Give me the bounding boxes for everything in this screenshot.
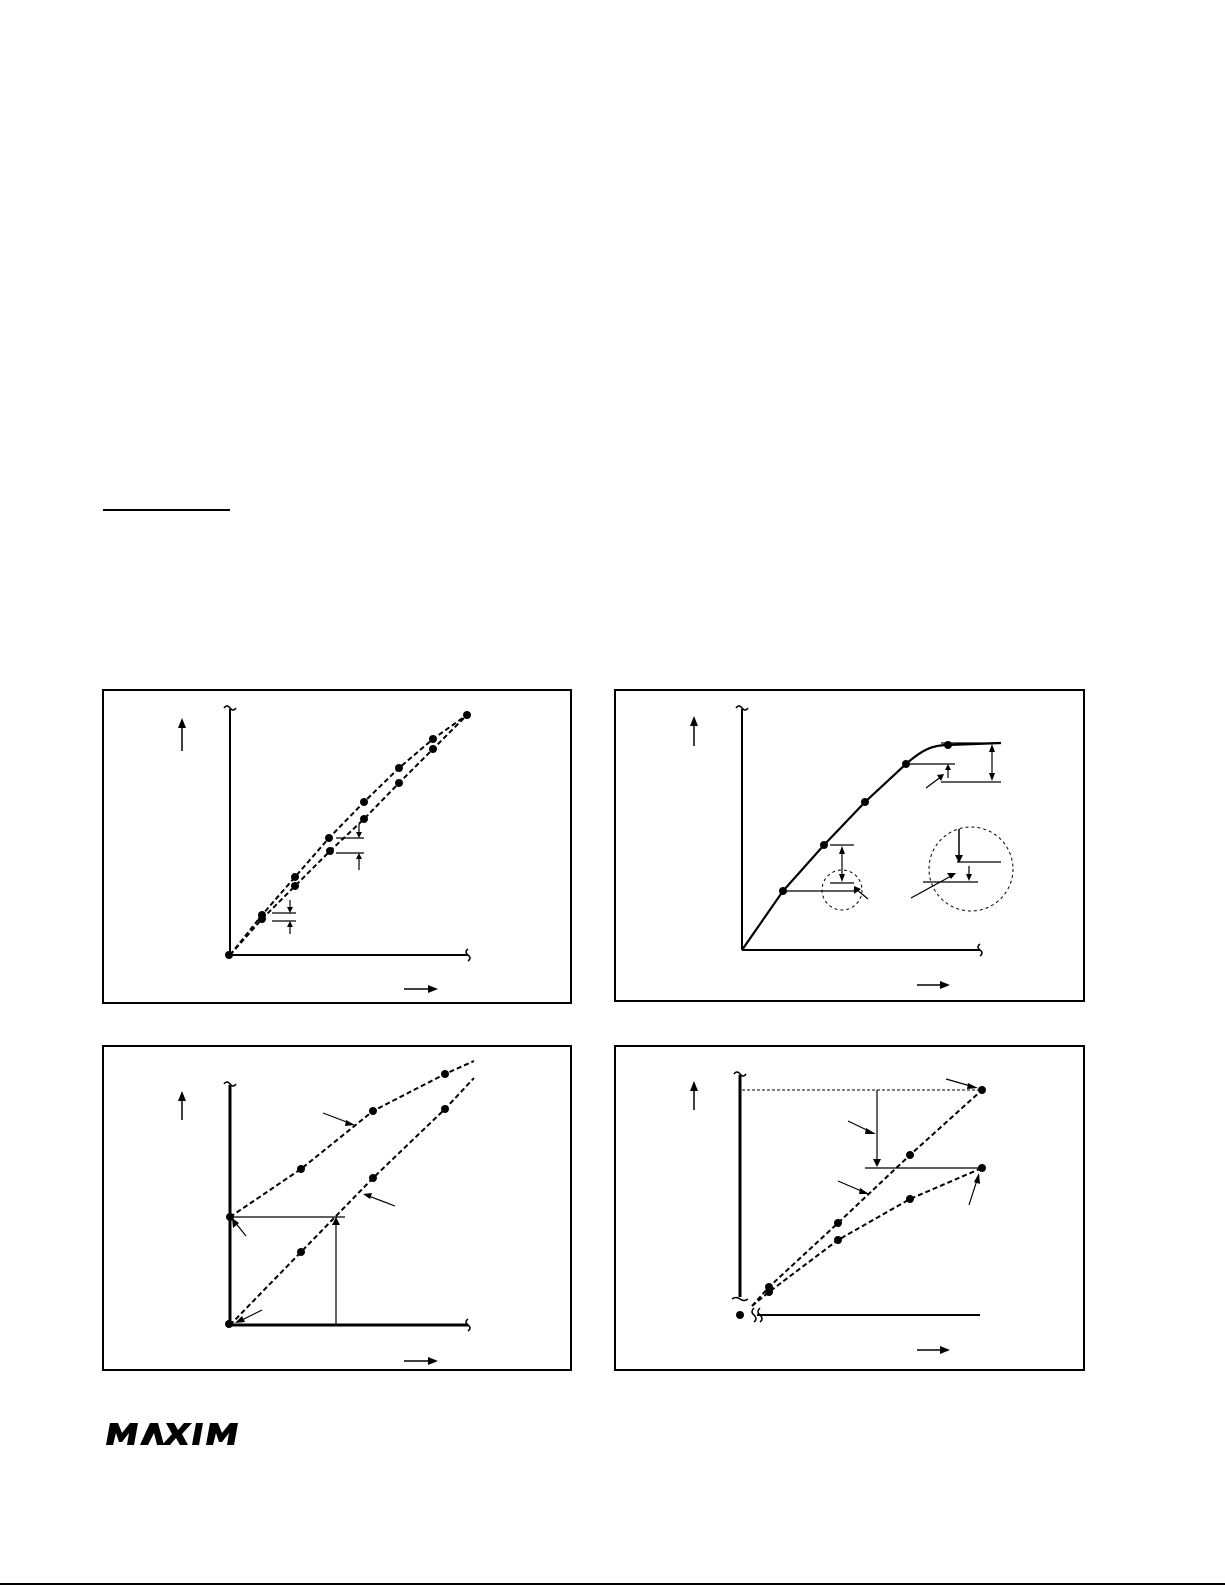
maxim-logo [106,1423,242,1445]
data-points [736,1086,986,1319]
transfer-curve-figure-bottom-right [616,1047,1087,1373]
ideal-dotted-curve [230,1078,474,1325]
offset-dotted-curve [230,1061,474,1217]
transfer-curve-figure-bottom-left [104,1047,574,1373]
figure-panel-bottom-right [614,1045,1085,1371]
axis-break-mark [732,1298,748,1301]
section-heading-underline [103,509,230,511]
actual-gain-dotted-curve [752,1168,982,1306]
saturating-curve [742,743,1001,950]
transfer-curve-figure-top-left [104,691,574,1006]
figure-panel-top-left [102,689,572,1004]
figure-panel-top-right [614,689,1085,1002]
zoom-circle-large [929,827,1013,911]
data-points [225,1070,449,1328]
transfer-curve-figure-top-right [616,691,1087,1004]
figure-panel-bottom-left [102,1045,572,1371]
maxim-logo-mark [106,1423,242,1445]
ideal-gain-dotted-curve [752,1090,982,1306]
